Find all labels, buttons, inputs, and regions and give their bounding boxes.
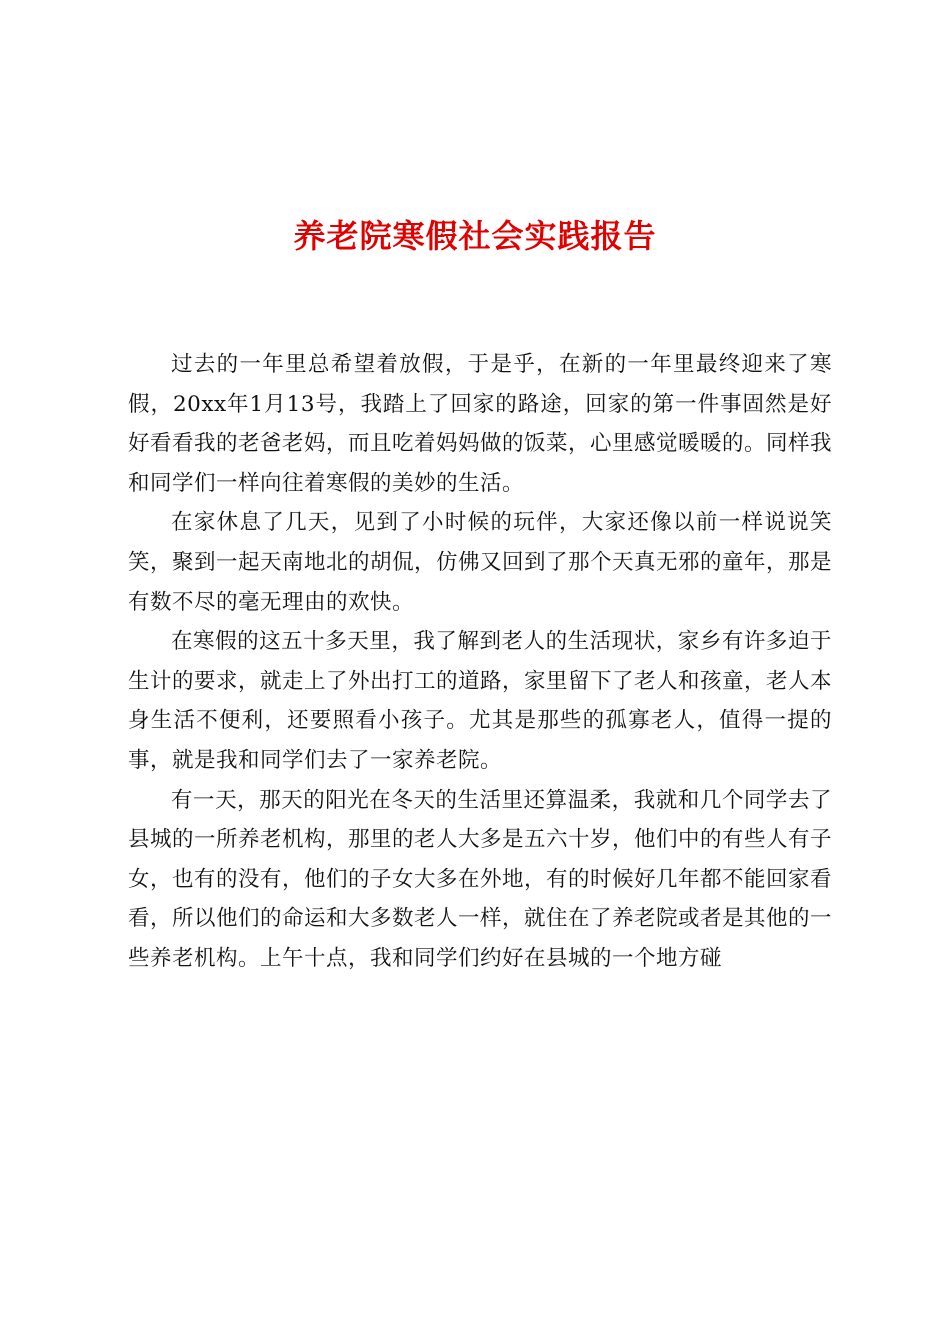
document-title: 养老院寒假社会实践报告 [293, 217, 657, 255]
paragraph: 在家休息了几天，见到了小时候的玩伴，大家还像以前一样说说笑笑，聚到一起天南地北的胡侃，仿佛又回到了那个天真无邪的童年，那是有数不尽的毫无理由的欢快。 [128, 510, 833, 615]
paragraph: 在寒假的这五十多天里，我了解到老人的生活现状，家乡有许多迫于生计的要求，就走上了外出打工的道路，家里留下了老人和孩童，老人本身生活不便利，还要照看小孩子。尤其是那些的孤寡老人，值得一提的事，就是我和同学们去了一家养老院。 [128, 629, 833, 773]
paragraph: 有一天，那天的阳光在冬天的生活里还算温柔，我就和几个同学去了县城的一所养老机构，那里的老人大多是五六十岁，他们中的有些人有子女，也有的没有，他们的子女大多在外地，有的时候好几年都不能回家看看，所以他们的命运和大多数老人一样，就住在了养老院或者是其他的一些养老机构。上午十点，我和同学们约好在县城的一个地方碰 [128, 787, 833, 971]
document-body [128, 345, 832, 979]
paragraph: 过去的一年里总希望着放假，于是乎，在新的一年里最终迎来了寒假，20xx年1月13号，我踏上了回家的路途，回家的第一件事固然是好好看看我的老爸老妈，而且吃着妈妈做的饭菜，心里感觉暖暖的。同样我和同学们一样向往着寒假的美妙的生活。 [128, 352, 833, 496]
